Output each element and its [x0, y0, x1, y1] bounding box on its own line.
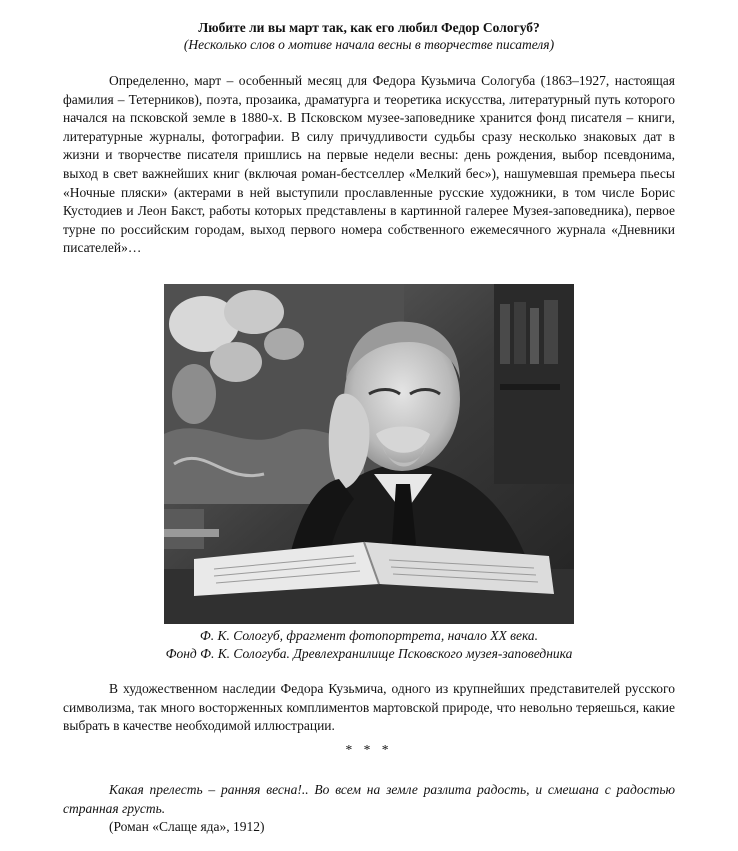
article-title: Любите ли вы март так, как его любил Федор Сологуб? — [198, 20, 540, 35]
intro-paragraph: Определенно, март – особенный месяц для Федора Кузьмича Сологуба (1863–1927, настоящая фамилия – Тетерников), поэта, прозаика, драматурга и теоретика искусства, литературный путь которого начался на псковской земле в 1880-х. В Псковском музее-заповеднике хранится фонд писателя – книги, литературные журналы, фотографии. В силу причудливости судьбы сразу несколько знаковых дат в жизни и творчестве писателя пришлись на первые недели весны: день рождения, выбор псевдонима, выход в свет важнейших книг (включая роман-бестселлер «Мелкий бес»), нашумевшая премьера пьесы «Ночные пляски» (актерами в ней выступили прославленные русские художники, в том числе Борис Кустодиев и Леон Бакст, работы которых представлены в картинной галерее Музея-заповедника), первое турне по российским городам, выход первого номера собственного ежемесячного журнала «Дневники писателей»… — [63, 73, 675, 256]
article-subtitle: (Несколько слов о мотиве начала весны в творчестве писателя) — [183, 37, 555, 52]
second-paragraph: В художественном наследии Федора Кузьмича, одного из крупнейших представителей русского символизма, так много восторженных комплиментов мартовской природе, что невольно теряешься, какие выбрать в качестве необходимой иллюстрации. — [63, 681, 675, 734]
photo-caption-line-2: Фонд Ф. К. Сологуба. Древлехранилище Псковского музея-заповедника — [165, 646, 573, 661]
quote-source: (Роман «Слаще яда», 1912) — [109, 819, 265, 834]
portrait-photo — [164, 284, 574, 624]
quote-text: Какая прелесть – ранняя весна!.. Во всем на земле разлита радость, и смешана с радостью странная грусть. — [63, 782, 675, 816]
portrait-photo-image — [164, 284, 574, 624]
photo-caption-line-1: Ф. К. Сологуб, фрагмент фотопортрета, начало XX века. — [199, 628, 539, 643]
section-separator: * * * — [345, 742, 393, 757]
